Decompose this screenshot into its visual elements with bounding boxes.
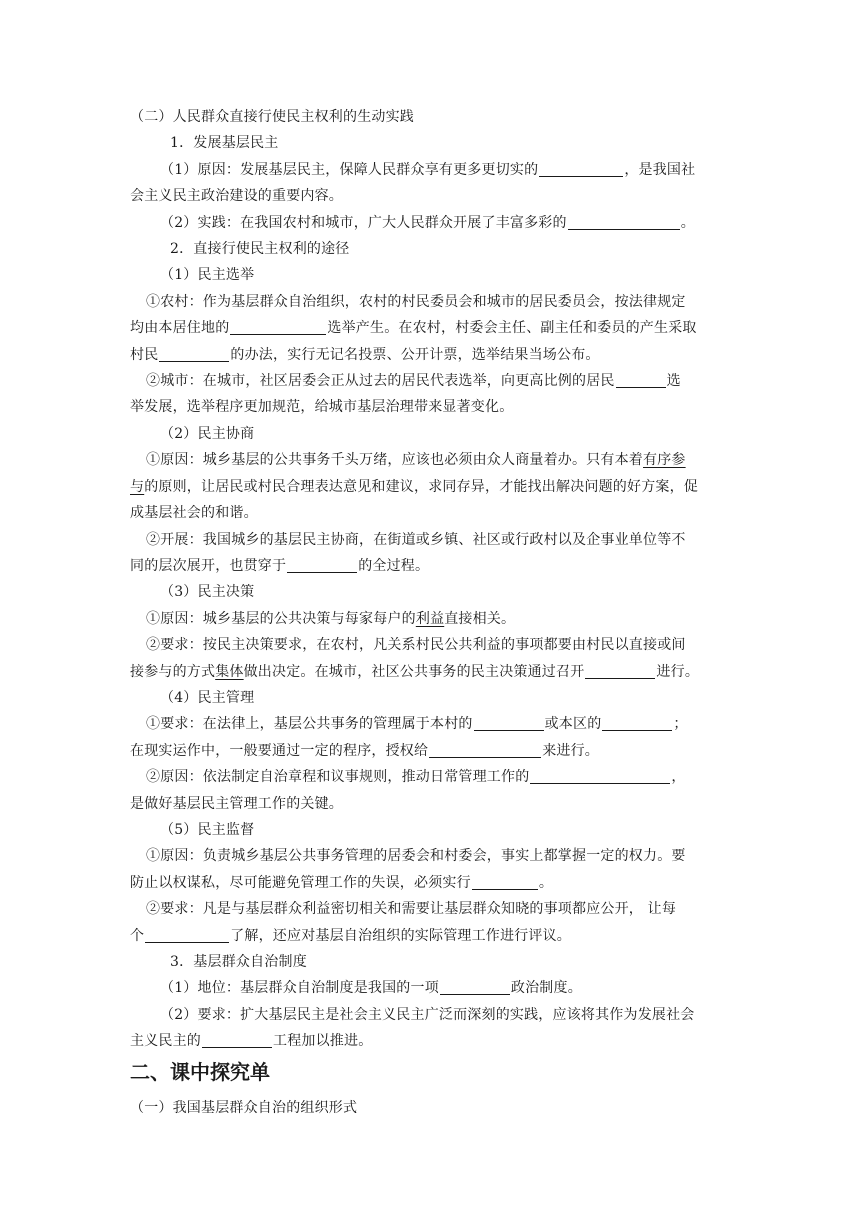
fill-blank[interactable] — [616, 371, 666, 388]
text: ， — [671, 769, 686, 786]
paragraph-line — [130, 315, 730, 341]
subheading — [130, 236, 730, 262]
paragraph-line — [130, 711, 730, 737]
fill-blank[interactable] — [474, 714, 544, 731]
paragraph-line — [130, 474, 730, 500]
text: 工程加以推进。 — [273, 1033, 373, 1050]
fill-blank[interactable] — [429, 741, 541, 758]
text: 村民 — [130, 346, 159, 363]
text: 来进行。 — [542, 742, 600, 759]
section-heading — [130, 1095, 730, 1121]
fill-blank[interactable] — [530, 767, 670, 784]
paragraph-line — [130, 1028, 730, 1054]
text: 在现实运作中，一般要通过一定的程序，授权给 — [130, 742, 429, 759]
paragraph-line — [130, 210, 730, 236]
underlined-text: 利益 — [415, 610, 445, 627]
underlined-text: 集体 — [215, 663, 244, 680]
underlined-text: 有序参 — [643, 452, 686, 469]
text: （2）要求：扩大基层民主是社会主义民主广泛而深刻的实践，应该将其作为发展社会 — [160, 1006, 695, 1023]
text: （1）地位：基层群众自治制度是我国的一项 — [160, 980, 439, 997]
paragraph-line — [130, 896, 730, 922]
text: ②原因：依法制定自治章程和议事规则，推动日常管理工作的 — [146, 769, 530, 786]
text: 进行。 — [656, 663, 700, 680]
text: （二）人民群众直接行使民主权利的生动实践 — [130, 109, 414, 125]
paragraph-line — [130, 394, 730, 420]
text: 了解，还应对基层自治组织的实际管理工作进行评议。 — [230, 927, 572, 944]
text: 选 — [666, 373, 681, 390]
text: 的办法，实行无记名投票、公开计票，选举结果当场公布。 — [230, 346, 600, 363]
text: （2）民主协商 — [160, 425, 255, 442]
text: （1）原因：发展基层民主，保障人民群众享有更多更切实的 — [160, 161, 539, 178]
fill-blank[interactable] — [440, 978, 510, 995]
text: 的原则，让居民或村民合理表达意见和建议，求同存异，才能找出解决问题的好方案，促 — [144, 478, 699, 495]
text: 。 — [680, 214, 695, 231]
fill-blank[interactable] — [145, 926, 229, 943]
text: 举发展，选举程序更加规范，给城市基层治理带来显著变化。 — [130, 399, 514, 416]
fill-blank[interactable] — [568, 213, 680, 230]
fill-blank[interactable] — [539, 160, 623, 177]
text: ②开展：我国城乡的基层民主协商，在街道或乡镇、社区或行政村以及企事业单位等不 — [146, 531, 686, 548]
paragraph-line — [130, 157, 730, 183]
text: ②要求：按民主决策要求，在农村，凡关系村民公共利益的事项都要由村民以直接或间 — [146, 637, 686, 654]
paragraph-line — [130, 738, 730, 764]
text: ①农村：作为基层群众自治组织，农村的村民委员会和城市的居民委员会，按法律规定 — [146, 293, 686, 310]
subheading — [130, 262, 730, 288]
paragraph-line — [130, 553, 730, 579]
paragraph-line — [130, 923, 730, 949]
text: 做出决定。在城市，社区公共事务的民主决策通过召开 — [243, 663, 585, 680]
text: （4）民主管理 — [160, 689, 255, 706]
text: 直接相关。 — [444, 610, 516, 627]
paragraph-line — [130, 527, 730, 553]
fill-blank[interactable] — [159, 345, 229, 362]
fill-blank[interactable] — [585, 662, 655, 679]
section-heading — [130, 104, 730, 130]
text: 会主义民主政治建设的重要内容。 — [130, 188, 343, 205]
subheading — [130, 685, 730, 711]
document-body — [130, 104, 730, 1121]
paragraph-line — [130, 606, 730, 632]
text: 1．发展基层民主 — [170, 135, 279, 152]
paragraph-line — [130, 870, 730, 896]
paragraph-line — [130, 764, 730, 790]
paragraph-line — [130, 843, 730, 869]
paragraph-line — [130, 368, 730, 394]
subheading — [130, 579, 730, 605]
paragraph-line — [130, 447, 730, 473]
text: 选举产生。在农村，村委会主任、副主任和委员的产生采取 — [327, 320, 697, 337]
paragraph-line — [130, 632, 730, 658]
subheading — [130, 817, 730, 843]
paragraph-line — [130, 791, 730, 817]
text: 接参与的方式 — [130, 663, 216, 680]
text: 或本区的 — [544, 716, 602, 733]
text: ②城市：在城市，社区居委会正从过去的居民代表选举，向更高比例的居民 — [146, 373, 615, 390]
text: 的全过程。 — [358, 557, 430, 574]
text: ①原因：城乡基层的公共决策与每家每户的 — [146, 610, 416, 627]
text: （2）实践：在我国农村和城市，广大人民群众开展了丰富多彩的 — [160, 214, 567, 231]
text: （1）民主选举 — [160, 267, 255, 284]
text: （5）民主监督 — [160, 821, 255, 838]
paragraph-line — [130, 975, 730, 1001]
text: 主义民主的 — [130, 1033, 201, 1050]
fill-blank[interactable] — [472, 873, 538, 890]
text: 同的层次展开，也贯穿于 — [130, 557, 287, 574]
text: 2．直接行使民主权利的途径 — [170, 241, 350, 258]
subheading — [130, 130, 730, 156]
text: 防止以权谋私，尽可能避免管理工作的失误，必须实行 — [130, 874, 471, 891]
paragraph-line — [130, 342, 730, 368]
paragraph-line — [130, 1002, 730, 1028]
paragraph-line — [130, 183, 730, 209]
paragraph-line — [130, 289, 730, 315]
fill-blank[interactable] — [202, 1031, 272, 1048]
text: 是做好基层民主管理工作的关键。 — [130, 795, 343, 812]
text: 均由本居住地的 — [130, 320, 230, 337]
text: 二、课中探究单 — [130, 1059, 270, 1084]
fill-blank[interactable] — [602, 714, 672, 731]
text: （3）民主决策 — [160, 584, 255, 601]
text: ①要求：在法律上，基层公共事务的管理属于本村的 — [146, 716, 473, 733]
text: 。 — [538, 874, 554, 891]
text: ②要求：凡是与基层群众利益密切相关和需要让基层群众知晓的事项都应公开， 让每 — [146, 901, 677, 918]
text: 政治制度。 — [510, 980, 582, 997]
subheading — [130, 949, 730, 975]
subheading — [130, 421, 730, 447]
fill-blank[interactable] — [287, 556, 357, 573]
text: ①原因：城乡基层的公共事务千头万绪，应该也必须由众人商量着办。只有本着 — [146, 452, 643, 469]
text: ，是我国社 — [624, 161, 696, 178]
text: （一）我国基层群众自治的组织形式 — [130, 1099, 358, 1116]
text: ； — [673, 716, 688, 733]
paragraph-line — [130, 500, 730, 526]
text: 3．基层群众自治制度 — [170, 954, 307, 970]
section-title — [130, 1057, 730, 1087]
paragraph-line — [130, 659, 730, 685]
text: 个 — [130, 927, 145, 944]
underlined-text: 与 — [130, 478, 145, 495]
text: ①原因：负责城乡基层公共事务管理的居委会和村委会，事实上都掌握一定的权力。要 — [146, 848, 686, 865]
fill-blank[interactable] — [230, 318, 326, 335]
text: 成基层社会的和谐。 — [130, 505, 258, 522]
